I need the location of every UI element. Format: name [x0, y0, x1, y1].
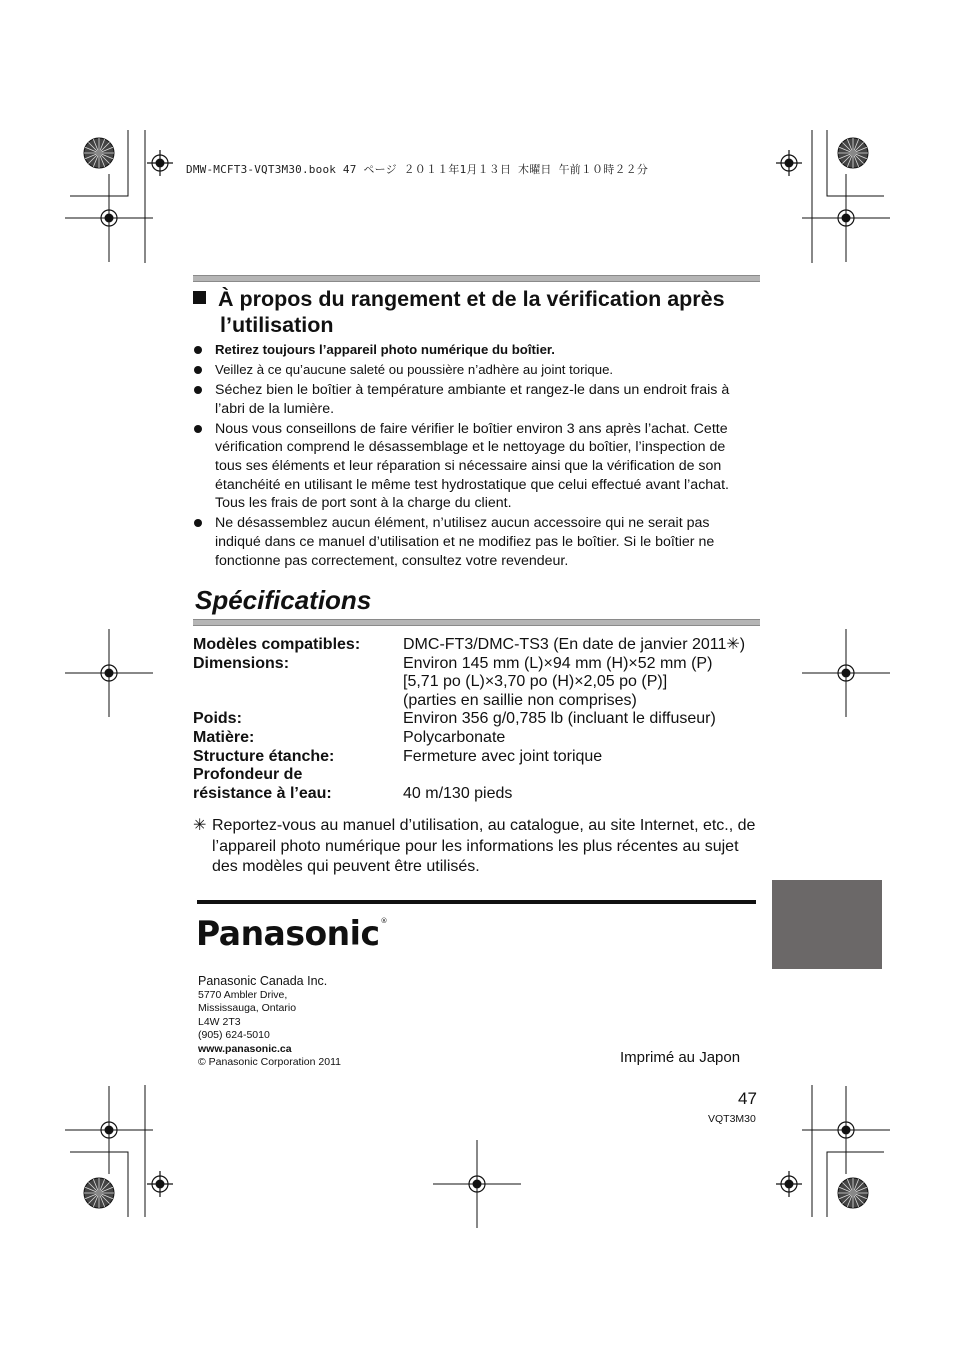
- star-target-icon: [838, 1178, 868, 1208]
- crosshair-icon: [802, 174, 890, 262]
- crosshair-icon: [776, 150, 802, 176]
- panasonic-logo: Panasonic®: [196, 913, 388, 954]
- bullet-icon: [194, 366, 202, 374]
- star-target-icon: [84, 138, 114, 168]
- crosshair-icon: [147, 1171, 173, 1197]
- list-item: Séchez bien le boîtier à température ambiante et rangez-le dans un endroit frais à l’abri de la lumière.: [193, 381, 755, 418]
- crosshair-icon: [65, 629, 153, 717]
- crosshair-icon: [147, 150, 173, 176]
- asterisk-icon: ✳: [193, 817, 207, 834]
- company-address: 5770 Ambler Drive, Mississauga, Ontario L4W 2T3 (905) 624-5010 www.panasonic.ca © Panasonic Corporation 2011: [198, 989, 341, 1069]
- table-row: Profondeur de: [193, 766, 303, 784]
- table-row: Modèles compatibles: DMC-FT3/DMC-TS3 (En date de janvier 2011✳): [193, 636, 746, 653]
- crosshair-icon: [802, 629, 890, 717]
- crosshair-icon: [776, 1171, 802, 1197]
- website-text: www.panasonic.ca: [198, 1042, 292, 1055]
- list-item: Nous vous conseillons de faire vérifier le boîtier environ 3 ans après l’achat. Cette vérification comprend le désassemblage et le nettoyage du boîtier, l’inspection de tous ses éléments et leur réparation si nécessaire ainsi que la vérification de son étanchéité en utilisant le même test hydrostatique que celui effectué avant l’achat. Tous les frais de port sont à la charge du client.: [193, 420, 755, 513]
- crosshair-icon: [65, 1086, 153, 1174]
- list-item: Retirez toujours l’appareil photo numérique du boîtier.: [193, 341, 755, 360]
- crosshair-icon: [433, 1140, 521, 1228]
- footer-rule: [197, 900, 756, 904]
- specifications-rule: [193, 619, 760, 626]
- copyright: © Panasonic Corporation 2011: [198, 1056, 341, 1069]
- list-item: Ne désassemblez aucun élément, n’utilisez aucun accessoire qui ne serait pas indiqué dans ce manuel d’utilisation et ne modifiez pas le boîtier. Si le boîtier ne fonctionne pas correctement, consultez votre revendeur.: [193, 514, 755, 570]
- print-file-header: DMW-MCFT3-VQT3M30.book 47 ページ ２０１１年1月１３日 木曜日 午前１０時２２分: [186, 163, 649, 176]
- page-number: 47: [738, 1089, 757, 1108]
- company-name: Panasonic Canada Inc.: [198, 974, 328, 988]
- table-row: Matière: Polycarbonate: [193, 728, 506, 746]
- section-rule: [193, 275, 760, 282]
- bullet-icon: [194, 386, 202, 394]
- specifications-title: Spécifications: [195, 585, 372, 615]
- section-tab: [772, 880, 882, 969]
- bullet-icon: [194, 425, 202, 433]
- star-target-icon: [84, 1178, 114, 1208]
- specifications-table: [193, 636, 745, 803]
- list-item: Veillez à ce qu’aucune saleté ou poussière n’adhère au joint torique.: [193, 361, 755, 380]
- star-target-icon: [838, 138, 868, 168]
- table-row: résistance à l’eau: 40 m/130 pieds: [193, 784, 513, 802]
- table-row: (parties en saillie non comprises): [403, 691, 637, 709]
- bullet-icon: [194, 346, 202, 354]
- table-row: Poids: Environ 356 g/0,785 lb (incluant le diffuseur): [193, 710, 716, 728]
- bullet-icon: [194, 519, 202, 527]
- printed-in: Imprimé au Japon: [620, 1049, 741, 1066]
- crosshair-icon: [802, 1086, 890, 1174]
- footnote: ✳ Reportez-vous au manuel d’utilisation, au catalogue, au site Internet, etc., de l’appareil photo numérique pour les informations les plus récentes au sujet des modèles qui peuvent être utilisés.: [193, 817, 756, 875]
- table-row: Structure étanche: Fermeture avec joint torique: [193, 747, 603, 765]
- document-code: VQT3M30: [708, 1113, 756, 1125]
- table-row: [5,71 po (L)×3,70 po (H)×2,05 po (P)]: [403, 673, 668, 691]
- crosshair-icon: [65, 174, 153, 262]
- square-bullet-icon: [193, 291, 206, 304]
- section-heading: À propos du rangement et de la vérification après l’utilisation: [193, 286, 763, 338]
- care-instructions-list: [193, 341, 755, 572]
- table-row: Dimensions: Environ 145 mm (L)×94 mm (H)×52 mm (P): [193, 654, 713, 672]
